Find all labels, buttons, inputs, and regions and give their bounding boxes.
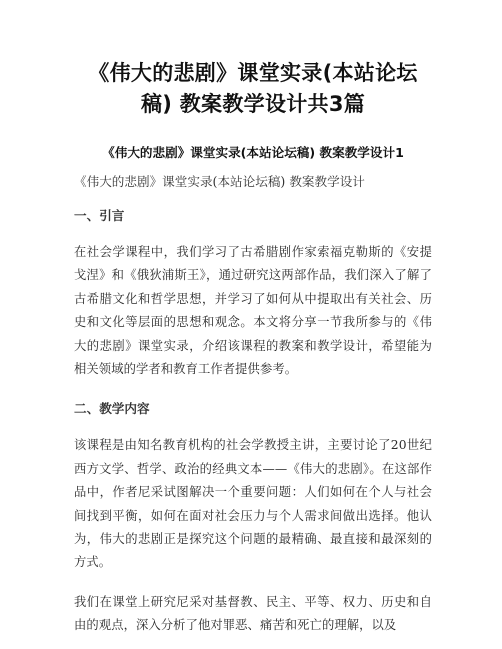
document-title: 《伟大的悲剧》课堂实录(本站论坛稿) 教案教学设计共3篇 (88, 61, 418, 116)
section-heading-introduction: 一、引言 (74, 208, 125, 223)
section-heading-teaching-content: 二、教学内容 (74, 401, 150, 417)
document-meta-line: 《伟大的悲剧》课堂实录(本站论坛稿) 教案教学设计 (74, 174, 365, 189)
paragraph-teaching-content-2: 我们在课堂上研究尼采对基督教、民主、平等、权力、历史和自由的观点，深入分析了他对罪恶、痛苦和死亡的理解，以及 (74, 594, 432, 633)
document-subtitle: 《伟大的悲剧》课堂实录(本站论坛稿) 教案教学设计1 (102, 145, 404, 160)
paragraph-introduction: 在社会学课程中，我们学习了古希腊剧作家索福克勒斯的《安提戈涅》和《俄狄浦斯王》，通过研究这两部作品，我们深入了解了古希腊文化和哲学思想，并学习了如何从中提取出有关社会、历史和文化等层面的思想和观念。本文将分享一节我所参与的《伟大的悲剧》课堂实录，介绍该课程的教案和教学设计，希望能为相关领域的学者和教育工作者提供参考。 (74, 245, 432, 377)
paragraph-teaching-content-1: 该课程是由知名教育机构的社会学教授主讲，主要讨论了20世纪西方文学、哲学、政治的经典文本——《伟大的悲剧》。在这部作品中，作者尼采试图解决一个重要问题：人们如何在个人与社会间找到平衡，如何在面对社会压力与个人需求间做出选择。他认为，伟大的悲剧正是探究这个问题的最精确、最直接和最深刻的方式。 (74, 438, 432, 570)
